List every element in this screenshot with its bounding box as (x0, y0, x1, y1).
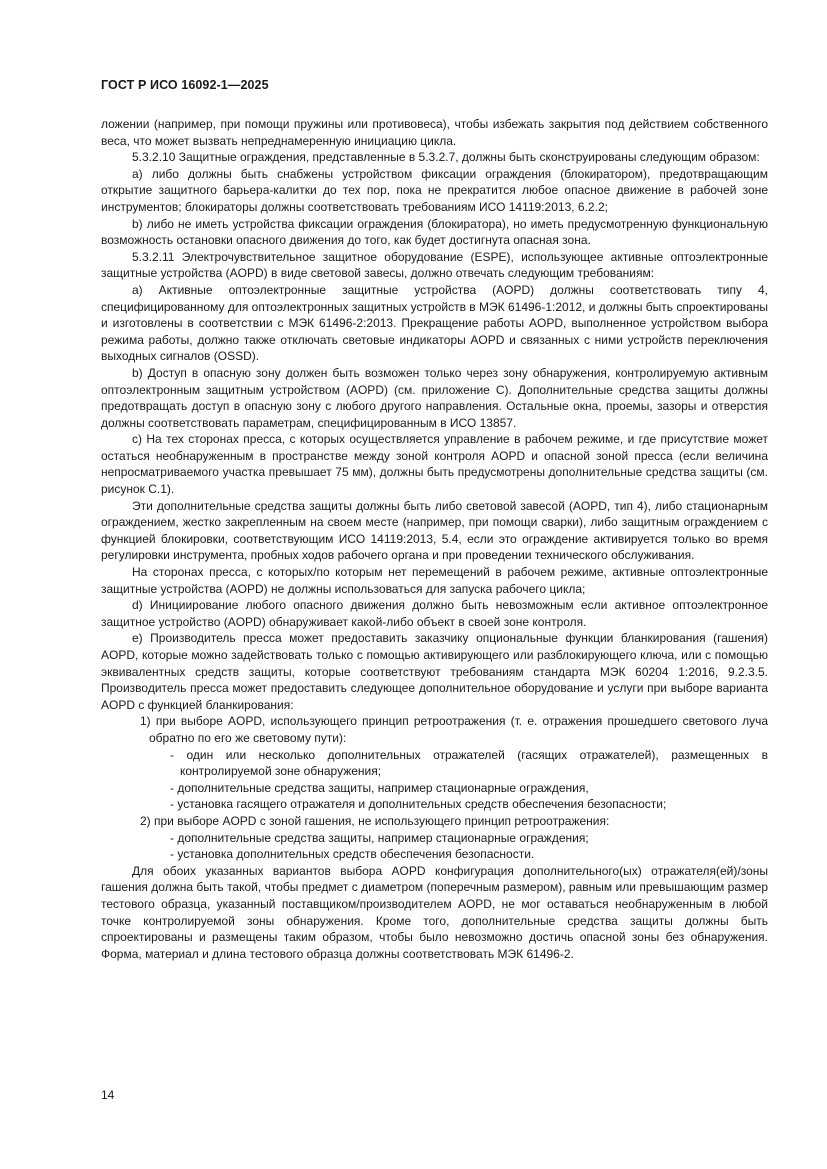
paragraph-configuration: Для обоих указанных вариантов выбора AOPD конфигурация дополнительного(ых) отражателя(ей)/зоны гашения должна быть такой, чтобы предмет с диаметром (поперечным размером), равным или превышающим размер тестового образца, указанный поставщиком/производителем AOPD, не мог оставаться необнаруженным в любой точке контролируемой зоны обнаружения. Кроме того, дополнительные средства защиты должны быть спроектированы и размещены таким образом, чтобы было невозможно достичь опасной зоны без обнаружения. Форма, материал и длина тестового образца должны соответствовать МЭК 61496-2. (101, 863, 768, 961)
dash-item-reflector-installation: - установка гасящего отражателя и дополнительных средств обеспечения безопасности; (170, 797, 667, 812)
dash-item-guards-2: - дополнительные средства защиты, например стационарные ограждения; (170, 830, 589, 845)
subitem-1-retroreflection: 1) при выборе AOPD, использующего принцип ретроотражения (т. е. отражения прошедшего светового луча обратно по его же световому пути): (140, 714, 768, 745)
document-body (101, 116, 768, 962)
item-b-no-blocking-device: b) либо не иметь устройства фиксации ограждения (блокиратора), но иметь предусмотренную функциональную возможность остановки опасного движения до того, как будет достигнута опасная зона. (101, 216, 768, 248)
clause-5-3-2-10: 5.3.2.10 Защитные ограждения, представленные в 5.3.2.7, должны быть сконструированы следующим образом: (132, 150, 760, 165)
item-b-danger-zone-access: b) Доступ в опасную зону должен быть возможен только через зону обнаружения, контролируемую активным оптоэлектронным защитным устройством (AOPD) (см. приложение С). Дополнительные средства защиты должны предотвращать доступ в опасную зону с любого другого направления. Остальные окна, проемы, зазоры и отверстия должны соответствовать параметрам, специфицированным в ИСО 13857. (101, 365, 768, 430)
dash-item-reflectors: - один или несколько дополнительных отражателей (гасящих отражателей), размещенных в контролируемой зоне обнаружения; (170, 747, 768, 779)
page-number: 14 (101, 1088, 115, 1102)
item-a-aopd-type-4: a) Активные оптоэлектронные защитные устройства (AOPD) должны соответствовать типу 4, специфицированному для оптоэлектронных защитных устройств в МЭК 61496-1:2012, и должны быть спроектированы и изготовлены в соответствии с МЭК 61496-2:2013. Прекращение работы AOPD, выполненное устройством выбора режима работы, должно также отключать световые индикаторы AOPD и связанных с ними устройств переключения выходных сигналов (OSSD). (101, 282, 768, 364)
dash-item-safety-installation: - установка дополнительных средств обеспечения безопасности. (170, 847, 535, 862)
clause-5-3-2-11: 5.3.2.11 Электрочувствительное защитное оборудование (ESPE), использующее активные оптоэлектронные защитные устройства (AOPD) в виде световой завесы, должно отвечать следующим требованиям: (101, 249, 768, 281)
standard-header: ГОСТ Р ИСО 16092-1—2025 (101, 78, 269, 92)
item-a-blocking-device: а) либо должны быть снабжены устройством фиксации ограждения (блокиратором), предотвращающим открытие защитного барьера-калитки до тех пор, пока не прекратится любое опасное движение в рабочей зоне инструментов; блокираторы должны соответствовать требованиям ИСО 14119:2013, 6.2.2; (101, 166, 768, 214)
item-e-blanking: e) Производитель пресса может предоставить заказчику опциональные функции бланкирования (гашения) AOPD, которые можно задействовать только с помощью активирующего или разблокирующего ключа, или с помощью эквивалентных средств защиты, которые соответствуют требованиям стандарта МЭК 60204 1:2016, 9.2.3.5. Производитель пресса может предоставить следующее дополнительное оборудование и услуги при выборе варианта AOPD с функцией бланкирования: (101, 631, 768, 712)
dash-item-guards: - дополнительные средства защиты, например стационарные ограждения, (170, 780, 589, 795)
item-d-initiation: d) Инициирование любого опасного движения должно быть невозможным если активное оптоэлектронное защитное устройство (AOPD) обнаруживает какой-либо объект в своей зоне контроля. (101, 598, 768, 629)
paragraph-additional-means: Эти дополнительные средства защиты должны быть либо световой завесой (AOPD, тип 4), либо стационарным ограждением, жестко закрепленным на своем месте (например, при помощи сварки), либо защитным ограждением с функцией блокировки, соответствующим ИСО 14119:2013, 5.4, если это ограждение активируется только во время регулировки инструмента, пробных ходов рабочего органа и при проведении технического обслуживания. (101, 498, 768, 563)
subitem-2-blanking-zone: 2) при выборе AOPD с зоной гашения, не использующего принцип ретроотражения: (140, 813, 610, 828)
paragraph-press-sides-no-movement: На сторонах пресса, с которых/по которым нет перемещений в рабочем режиме, активные оптоэлектронные защитные устройства (AOPD) не должны использоваться для запуска рабочего цикла; (101, 565, 768, 596)
paragraph-continuation: ложении (например, при помощи пружины или противовеса), чтобы избежать закрытия под действием собственного веса, что может вызвать непреднамеренную инициацию цикла. (101, 117, 768, 148)
item-c-press-sides: c) На тех сторонах пресса, с которых осуществляется управление в рабочем режиме, и где присутствие может остаться необнаруженным в пространстве между зоной контроля AOPD и опасной зоной пресса (если величина непросматриваемого участка превышает 75 мм), должны быть предусмотрены дополнительные средства защиты (см. рисунок С.1). (101, 432, 768, 497)
